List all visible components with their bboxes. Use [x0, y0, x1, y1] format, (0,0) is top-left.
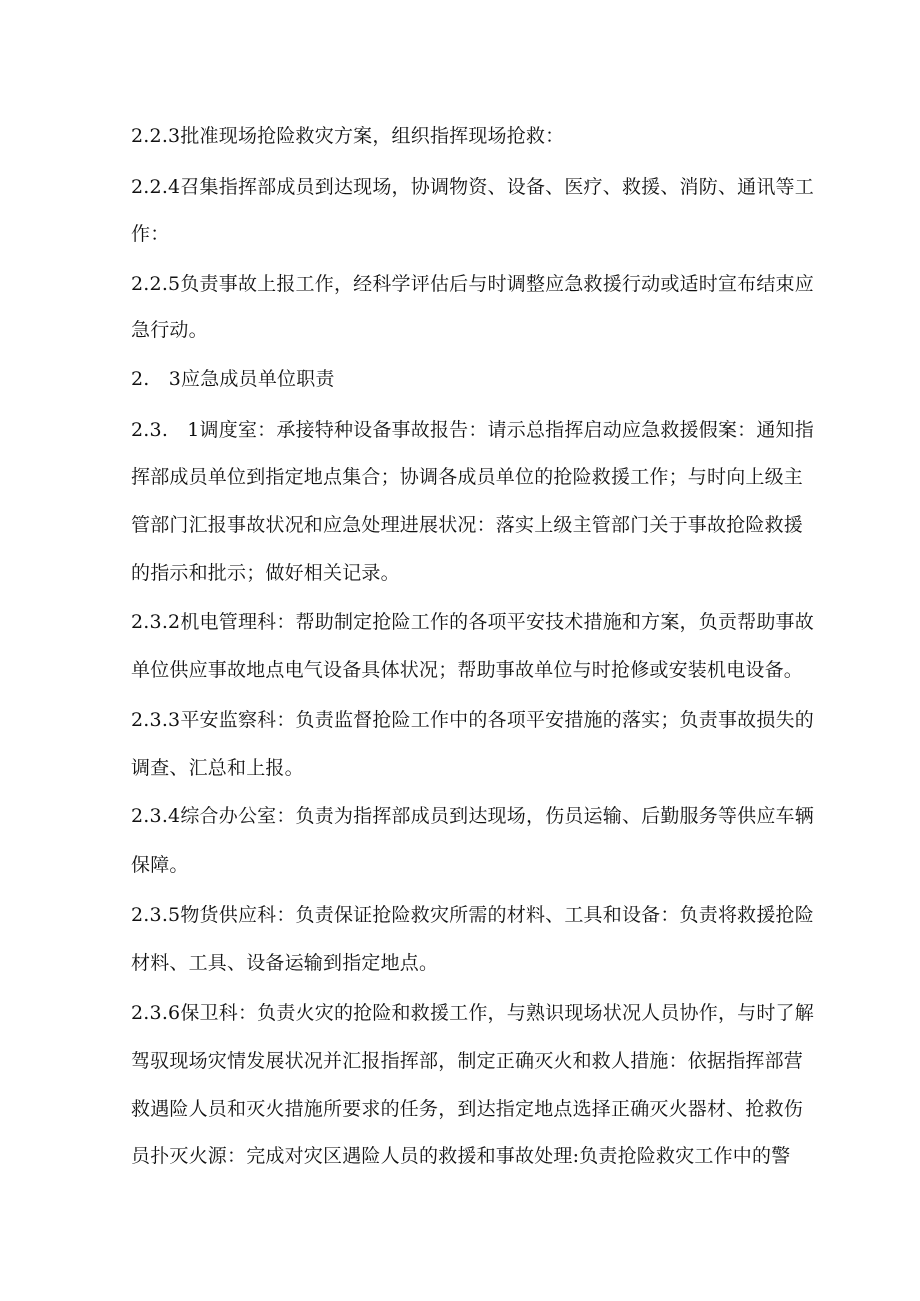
text-line: 2.3.6保卫科：负责火灾的抢险和救援工作，与熟识现场状况人员协作，与时了解 [131, 1002, 814, 1024]
text-line: 2.3.5物货供应科：负责保证抢险救灾所需的材料、工具和设备：负责将救援抢险 [131, 904, 814, 926]
text-line: 员扑灭火源：完成对灾区遇险人员的救援和事故处理:负责抢险救灾工作中的警 [131, 1145, 791, 1167]
text-line: 作： [131, 223, 170, 245]
text-line: 材料、工具、设备运输到指定地点。 [131, 952, 439, 974]
text-line: 2.3.4综合办公室：负责为指挥部成员到达现场，伤员运输、后勤服务等供应车辆 [131, 805, 814, 827]
text-line: 救遇险人员和灭火措施所要求的任务，到达指定地点选择正确灭火器材、抢救伤 [131, 1098, 804, 1120]
text-line: 驾驭现场灾情发展状况并汇报指挥部，制定正确灭火和救人措施：依据指挥部营 [131, 1050, 804, 1072]
text-line: 单位供应事故地点电气设备具体状况；帮助事故单位与时抢修或安装机电设备。 [131, 659, 804, 681]
text-line: 急行动。 [131, 319, 208, 341]
text-line: 挥部成员单位到指定地点集合；协调各成员单位的抢险救援工作；与时向上级主 [131, 466, 804, 488]
text-line: 管部门汇报事故状况和应急处理进展状况：落实上级主管部门关于事故抢险救援 [131, 514, 804, 536]
text-line: 2.3. 1调度室：承接特种设备事故报告：请示总指挥启动应急救援假案：通知指 [131, 419, 814, 441]
text-line: 的指示和批示；做好相关记录。 [131, 562, 400, 584]
text-line: 2.2.4召集指挥部成员到达现场，协调物资、设备、医疗、救援、消防、通讯等工 [131, 176, 814, 198]
text-line: 保障。 [131, 854, 189, 876]
text-line: 2.3.3平安监察科：负责监督抢险工作中的各项平安措施的落实；负责事故损失的 [131, 709, 814, 731]
text-line: 2.3.2机电管理科：帮助制定抢险工作的各项平安技术措施和方案，负贡帮助事故 [131, 611, 814, 633]
section-heading: 2. 3应急成员单位职责 [131, 368, 335, 390]
text-line: 2.2.3批准现场抢险救灾方案，组织指挥现场抢救： [131, 125, 565, 147]
text-line: 2.2.5负责事故上报工作，经科学评估后与时调整应急救援行动或适时宣布结束应 [131, 273, 814, 295]
text-line: 调查、汇总和上报。 [131, 757, 304, 779]
